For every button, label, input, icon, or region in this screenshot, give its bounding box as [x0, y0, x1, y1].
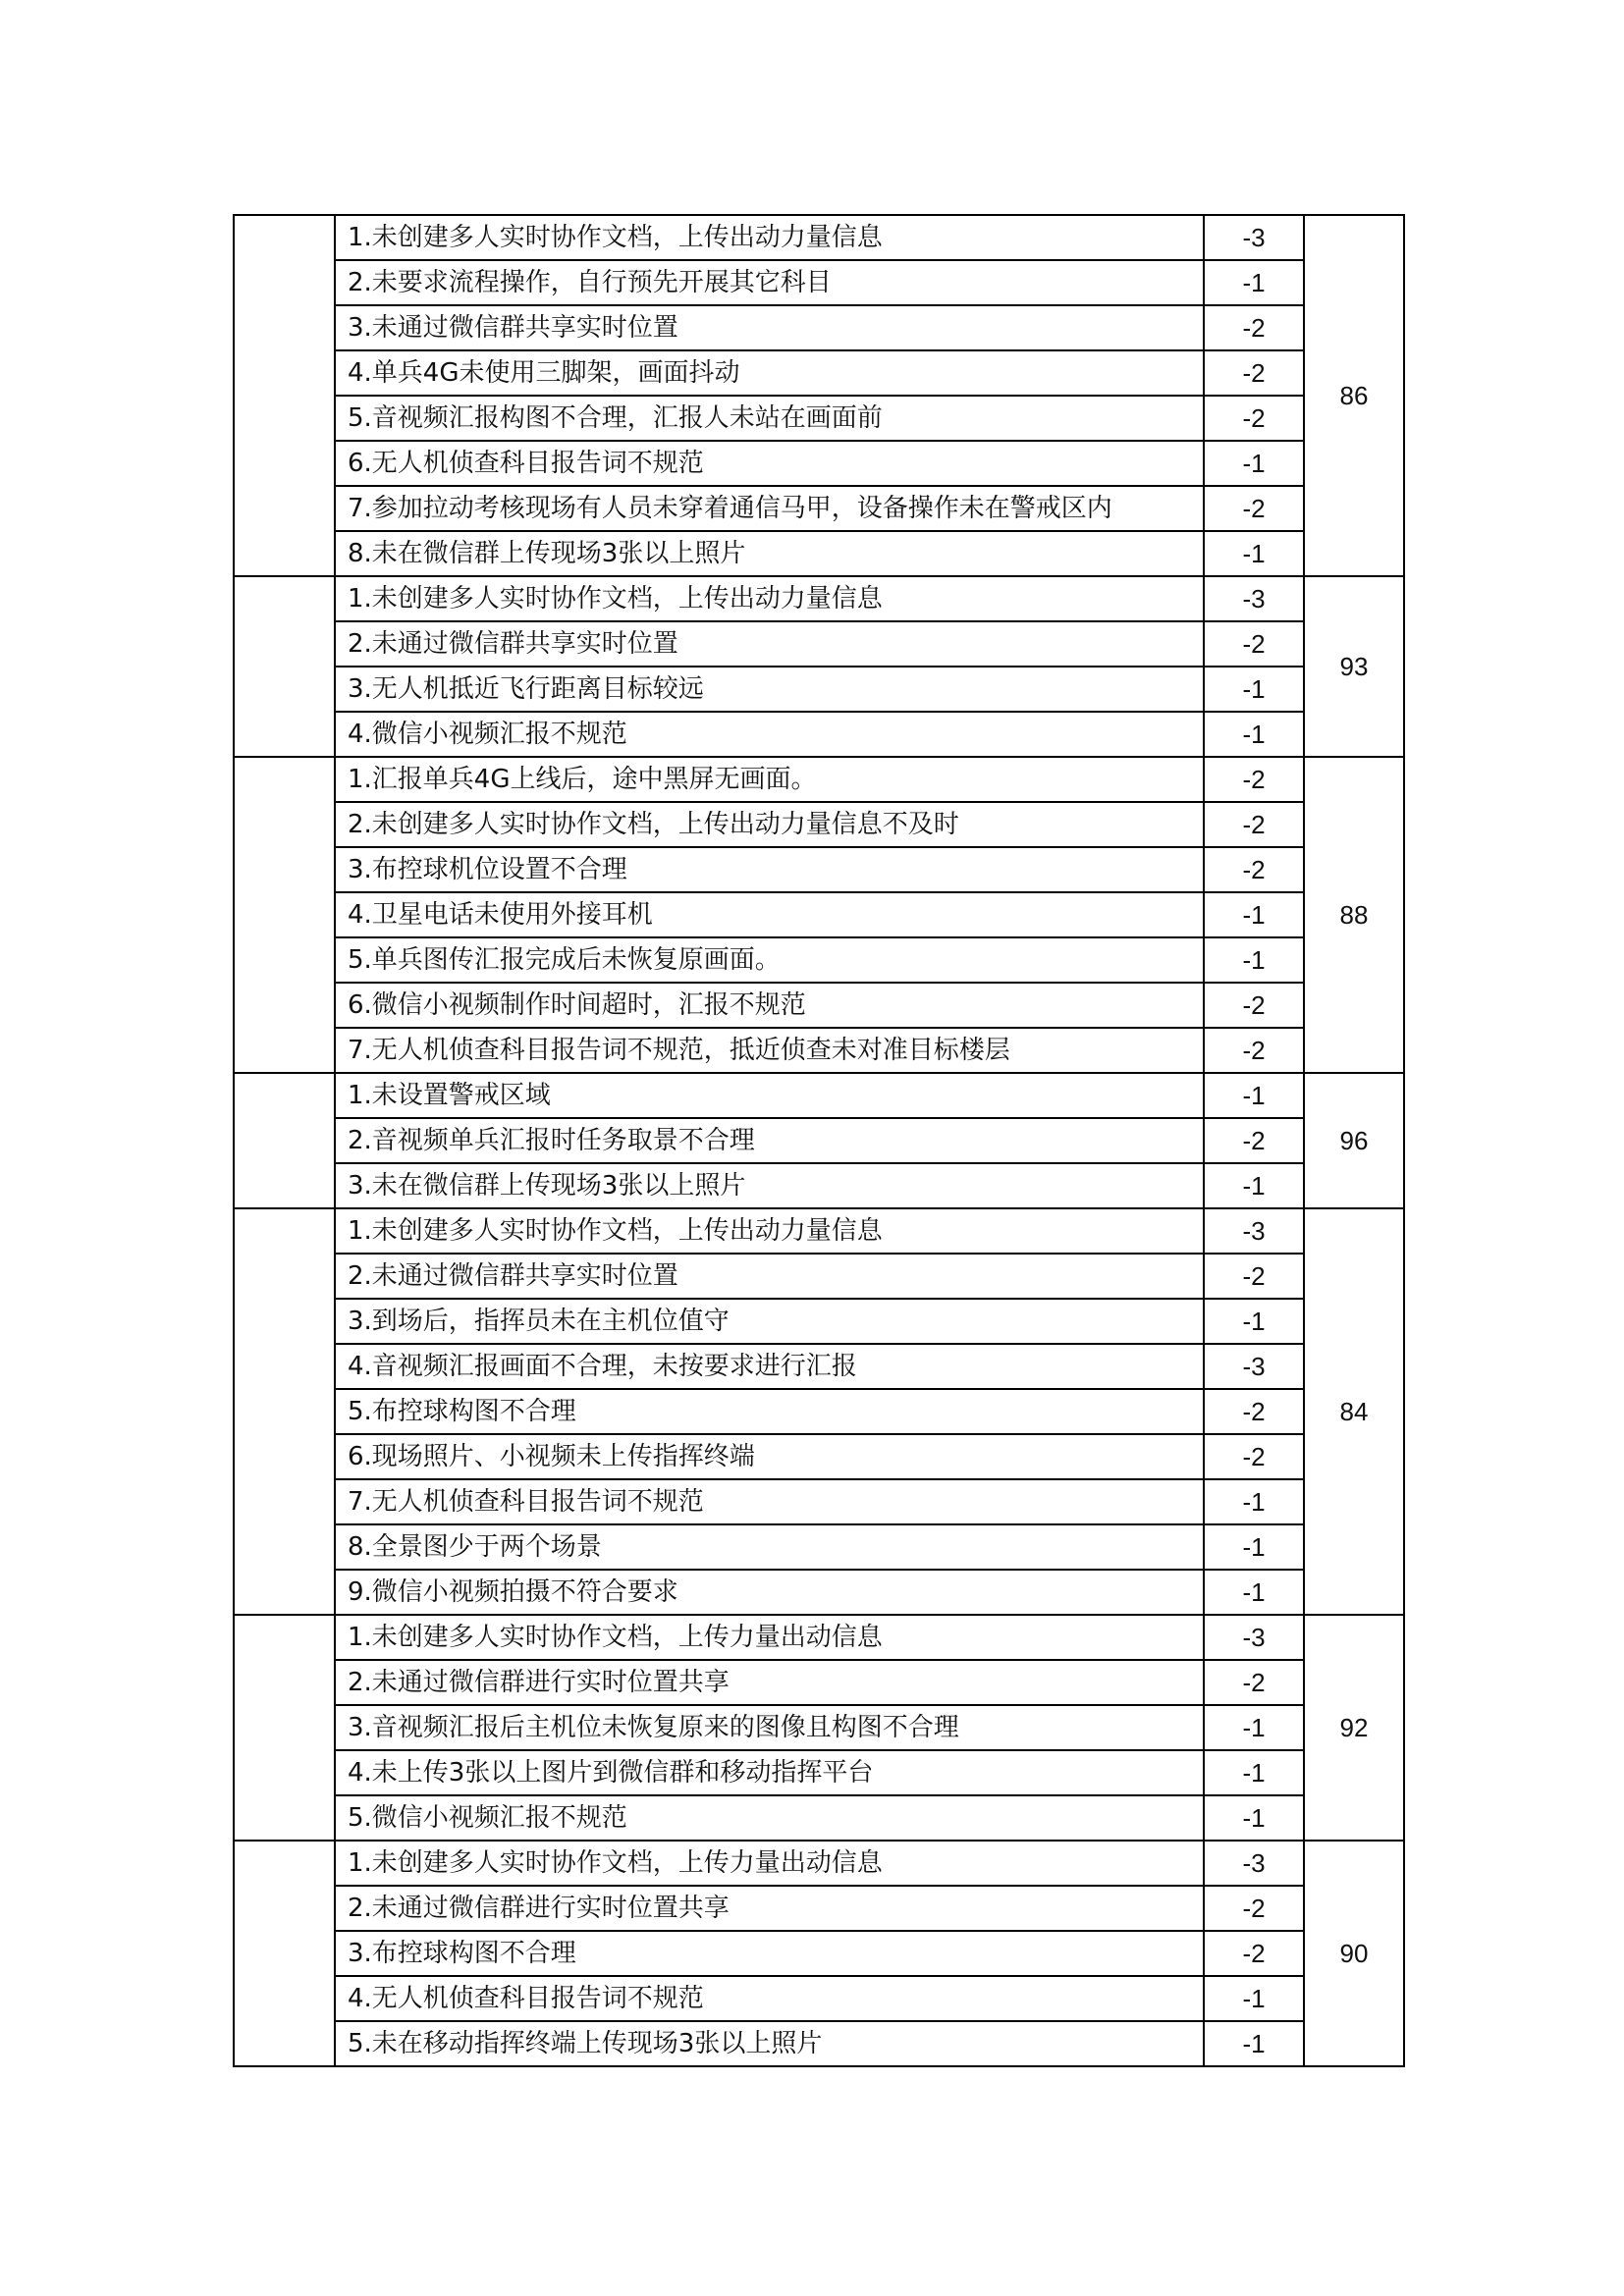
- table-row: [234, 1795, 1404, 1841]
- deduction-item: 3.无人机抵近飞行距离目标较远: [335, 667, 1204, 712]
- table-row: [234, 215, 1404, 260]
- deduction-points: -2: [1204, 847, 1304, 892]
- deduction-points: -1: [1204, 1479, 1304, 1524]
- table-row: [234, 1931, 1404, 1976]
- group-label-cell: [234, 1841, 335, 2066]
- deduction-points: -2: [1204, 1254, 1304, 1299]
- deduction-points: -1: [1204, 712, 1304, 757]
- deduction-points: -3: [1204, 1615, 1304, 1660]
- deduction-item: 3.未通过微信群共享实时位置: [335, 305, 1204, 350]
- deduction-points: -1: [1204, 531, 1304, 576]
- deduction-item: 1.未设置警戒区域: [335, 1073, 1204, 1118]
- table-row: [234, 757, 1404, 802]
- deduction-item: 7.无人机侦查科目报告词不规范: [335, 1479, 1204, 1524]
- table-row: [234, 1163, 1404, 1208]
- deduction-item: 5.未在移动指挥终端上传现场3张以上照片: [335, 2021, 1204, 2066]
- deduction-item: 4.微信小视频汇报不规范: [335, 712, 1204, 757]
- deduction-points: -3: [1204, 215, 1304, 260]
- deduction-item: 1.汇报单兵4G上线后，途中黑屏无画面。: [335, 757, 1204, 802]
- table-row: [234, 1524, 1404, 1570]
- deduction-points: -1: [1204, 1073, 1304, 1118]
- deduction-points: -1: [1204, 1524, 1304, 1570]
- deduction-points: -2: [1204, 1118, 1304, 1163]
- table-row: [234, 1750, 1404, 1795]
- deduction-points: -2: [1204, 621, 1304, 667]
- deduction-item: 2.未通过微信群共享实时位置: [335, 1254, 1204, 1299]
- deduction-points: -2: [1204, 1389, 1304, 1434]
- deduction-points: -1: [1204, 667, 1304, 712]
- group-score: 92: [1304, 1615, 1404, 1841]
- deduction-item: 6.微信小视频制作时间超时，汇报不规范: [335, 983, 1204, 1028]
- table-row: [234, 350, 1404, 396]
- table-row: [234, 1208, 1404, 1254]
- deduction-item: 3.到场后，指挥员未在主机位值守: [335, 1299, 1204, 1344]
- deduction-points: -1: [1204, 1163, 1304, 1208]
- group-score: 96: [1304, 1073, 1404, 1208]
- group-score: 90: [1304, 1841, 1404, 2066]
- table-row: [234, 1344, 1404, 1389]
- deduction-points: -1: [1204, 1976, 1304, 2021]
- deduction-points: -3: [1204, 1208, 1304, 1254]
- deduction-item: 8.全景图少于两个场景: [335, 1524, 1204, 1570]
- table-row: [234, 1615, 1404, 1660]
- deduction-table: [233, 214, 1405, 2067]
- deduction-item: 5.布控球构图不合理: [335, 1389, 1204, 1434]
- deduction-item: 4.音视频汇报画面不合理，未按要求进行汇报: [335, 1344, 1204, 1389]
- deduction-item: 3.未在微信群上传现场3张以上照片: [335, 1163, 1204, 1208]
- table-row: [234, 396, 1404, 441]
- deduction-points: -1: [1204, 1795, 1304, 1841]
- deduction-points: -1: [1204, 441, 1304, 486]
- table-row: [234, 486, 1404, 531]
- deduction-points: -1: [1204, 937, 1304, 983]
- deduction-points: -2: [1204, 1931, 1304, 1976]
- deduction-item: 2.未要求流程操作，自行预先开展其它科目: [335, 260, 1204, 305]
- deduction-points: -3: [1204, 1841, 1304, 1886]
- group-label-cell: [234, 576, 335, 757]
- deduction-points: -2: [1204, 350, 1304, 396]
- deduction-points: -2: [1204, 757, 1304, 802]
- table-row: [234, 1028, 1404, 1073]
- table-row: [234, 531, 1404, 576]
- table-row: [234, 667, 1404, 712]
- group-label-cell: [234, 1073, 335, 1208]
- deduction-item: 2.未通过微信群共享实时位置: [335, 621, 1204, 667]
- deduction-points: -1: [1204, 2021, 1304, 2066]
- table-row: [234, 1705, 1404, 1750]
- deduction-item: 2.未通过微信群进行实时位置共享: [335, 1660, 1204, 1705]
- deduction-points: -1: [1204, 260, 1304, 305]
- deduction-points: -3: [1204, 576, 1304, 621]
- deduction-item: 2.未创建多人实时协作文档，上传出动力量信息不及时: [335, 802, 1204, 847]
- table-row: [234, 1389, 1404, 1434]
- table-row: [234, 1118, 1404, 1163]
- deduction-item: 3.布控球机位设置不合理: [335, 847, 1204, 892]
- deduction-item: 1.未创建多人实时协作文档，上传出动力量信息: [335, 1208, 1204, 1254]
- table-row: [234, 260, 1404, 305]
- table-row: [234, 712, 1404, 757]
- deduction-points: -3: [1204, 1344, 1304, 1389]
- deduction-points: -2: [1204, 486, 1304, 531]
- table-row: [234, 1841, 1404, 1886]
- deduction-item: 1.未创建多人实时协作文档，上传出动力量信息: [335, 215, 1204, 260]
- table-row: [234, 1434, 1404, 1479]
- deduction-item: 3.音视频汇报后主机位未恢复原来的图像且构图不合理: [335, 1705, 1204, 1750]
- group-label-cell: [234, 757, 335, 1073]
- deduction-points: -1: [1204, 1705, 1304, 1750]
- deduction-points: -1: [1204, 1570, 1304, 1615]
- deduction-item: 6.现场照片、小视频未上传指挥终端: [335, 1434, 1204, 1479]
- deduction-points: -2: [1204, 396, 1304, 441]
- deduction-item: 6.无人机侦查科目报告词不规范: [335, 441, 1204, 486]
- deduction-points: -2: [1204, 983, 1304, 1028]
- deduction-points: -2: [1204, 1660, 1304, 1705]
- deduction-points: -2: [1204, 1886, 1304, 1931]
- deduction-item: 1.未创建多人实时协作文档，上传力量出动信息: [335, 1841, 1204, 1886]
- group-label-cell: [234, 1208, 335, 1615]
- deduction-item: 5.微信小视频汇报不规范: [335, 1795, 1204, 1841]
- deduction-item: 7.参加拉动考核现场有人员未穿着通信马甲，设备操作未在警戒区内: [335, 486, 1204, 531]
- table-row: [234, 983, 1404, 1028]
- group-score: 86: [1304, 215, 1404, 576]
- deduction-item: 4.无人机侦查科目报告词不规范: [335, 1976, 1204, 2021]
- deduction-points: -1: [1204, 1299, 1304, 1344]
- deduction-points: -2: [1204, 1434, 1304, 1479]
- deduction-item: 1.未创建多人实时协作文档，上传力量出动信息: [335, 1615, 1204, 1660]
- deduction-item: 1.未创建多人实时协作文档，上传出动力量信息: [335, 576, 1204, 621]
- table-row: [234, 2021, 1404, 2066]
- deduction-item: 4.未上传3张以上图片到微信群和移动指挥平台: [335, 1750, 1204, 1795]
- deduction-points: -1: [1204, 1750, 1304, 1795]
- deduction-item: 4.卫星电话未使用外接耳机: [335, 892, 1204, 937]
- table-row: [234, 1073, 1404, 1118]
- table-row: [234, 847, 1404, 892]
- group-score: 84: [1304, 1208, 1404, 1615]
- deduction-item: 2.音视频单兵汇报时任务取景不合理: [335, 1118, 1204, 1163]
- table-row: [234, 621, 1404, 667]
- table-row: [234, 1570, 1404, 1615]
- deduction-item: 7.无人机侦查科目报告词不规范，抵近侦查未对准目标楼层: [335, 1028, 1204, 1073]
- deduction-points: -2: [1204, 802, 1304, 847]
- deduction-points: -2: [1204, 305, 1304, 350]
- deduction-item: 4.单兵4G未使用三脚架，画面抖动: [335, 350, 1204, 396]
- table-row: [234, 1886, 1404, 1931]
- deduction-item: 8.未在微信群上传现场3张以上照片: [335, 531, 1204, 576]
- deduction-points: -1: [1204, 892, 1304, 937]
- group-label-cell: [234, 1615, 335, 1841]
- table-row: [234, 802, 1404, 847]
- table-row: [234, 1299, 1404, 1344]
- table-row: [234, 937, 1404, 983]
- table-row: [234, 576, 1404, 621]
- deduction-item: 2.未通过微信群进行实时位置共享: [335, 1886, 1204, 1931]
- deduction-item: 3.布控球构图不合理: [335, 1931, 1204, 1976]
- table-row: [234, 441, 1404, 486]
- table-row: [234, 892, 1404, 937]
- table-row: [234, 1976, 1404, 2021]
- group-score: 93: [1304, 576, 1404, 757]
- deduction-item: 5.音视频汇报构图不合理，汇报人未站在画面前: [335, 396, 1204, 441]
- deduction-table-body: [234, 215, 1404, 2066]
- deduction-item: 9.微信小视频拍摄不符合要求: [335, 1570, 1204, 1615]
- deduction-item: 5.单兵图传汇报完成后未恢复原画面。: [335, 937, 1204, 983]
- table-row: [234, 1660, 1404, 1705]
- table-row: [234, 305, 1404, 350]
- table-row: [234, 1479, 1404, 1524]
- group-label-cell: [234, 215, 335, 576]
- deduction-points: -2: [1204, 1028, 1304, 1073]
- group-score: 88: [1304, 757, 1404, 1073]
- table-row: [234, 1254, 1404, 1299]
